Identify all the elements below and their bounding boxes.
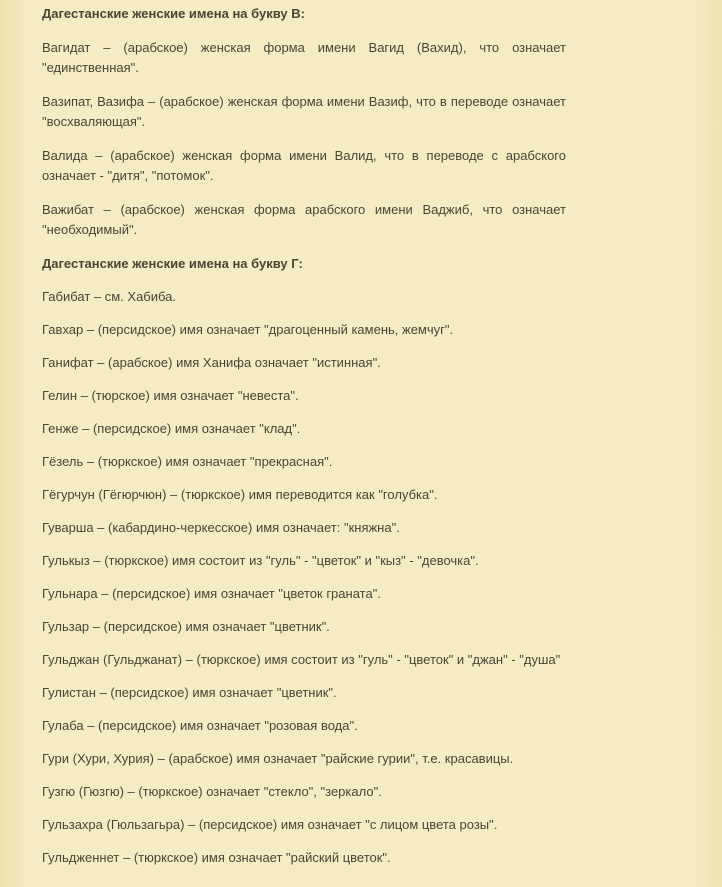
name-entry-guvarsha: Гуварша – (кабардино-черкесское) имя означает: "княжна". bbox=[42, 520, 400, 535]
name-entry-valida: Валида – (арабское) женская форма имени Валид, что в переводе с арабского означает - "дитя", "потомок". bbox=[42, 148, 566, 183]
section-heading-g: Дагестанские женские имена на букву Г: bbox=[42, 256, 303, 271]
name-entry-gabibat: Габибат – см. Хабиба. bbox=[42, 289, 177, 304]
name-entry-gulaba: Гулаба – (персидское) имя означает "розовая вода". bbox=[42, 718, 358, 733]
name-entry-gezel: Гёзель – (тюркское) имя означает "прекрасная". bbox=[42, 454, 333, 469]
section-heading-v: Дагестанские женские имена на букву В: bbox=[42, 6, 305, 21]
name-entry-genzhe: Генже – (персидское) имя означает "клад". bbox=[42, 421, 301, 436]
article-content bbox=[42, 4, 566, 868]
name-entry-gegurchun: Гёгурчун (Гёгюрчюн) – (тюркское) имя переводится как "голубка". bbox=[42, 487, 438, 502]
name-entry-vazipat: Вазипат, Вазифа – (арабское) женская форма имени Вазиф, что в переводе означает "восхваляющая". bbox=[42, 94, 566, 129]
name-entry-gelin: Гелин – (тюрское) имя означает "невеста". bbox=[42, 388, 299, 403]
name-entry-guldzhennet: Гульдженнет – (тюркское) имя означает "райский цветок". bbox=[42, 850, 391, 865]
name-entry-gulnara: Гульнара – (персидское) имя означает "цветок граната". bbox=[42, 586, 381, 601]
name-entry-guldzhan: Гульджан (Гульджанат) – (тюркское) имя состоит из "гуль" - "цветок" и "джан" - "душа" bbox=[42, 652, 561, 667]
name-entry-ganifat: Ганифат – (арабское) имя Ханифа означает "истинная". bbox=[42, 355, 381, 370]
name-entry-gulkyz: Гулькыз – (тюркское) имя состоит из "гуль" - "цветок" и "кыз" - "девочка". bbox=[42, 553, 479, 568]
name-entry-gulzar: Гульзар – (персидское) имя означает "цветник". bbox=[42, 619, 330, 634]
name-entry-guri: Гури (Хури, Хурия) – (арабское) имя означает "райские гурии", т.е. красавицы. bbox=[42, 751, 514, 766]
name-entry-gulzakhra: Гульзахра (Гюльзагьра) – (персидское) имя означает "с лицом цвета розы". bbox=[42, 817, 498, 832]
name-entry-vagidat: Вагидат – (арабское) женская форма имени Вагид (Вахид), что означает "единственная". bbox=[42, 40, 566, 75]
name-entry-gavkhar: Гавхар – (персидское) имя означает "драгоценный камень, жемчуг". bbox=[42, 322, 454, 337]
name-entry-guzgyu: Гузгю (Гюзгю) – (тюркское) означает "стекло", "зеркало". bbox=[42, 784, 382, 799]
name-entry-vazhibat: Важибат – (арабское) женская форма арабского имени Ваджиб, что означает "необходимый". bbox=[42, 202, 566, 237]
name-entry-gulistan: Гулистан – (персидское) имя означает "цветник". bbox=[42, 685, 337, 700]
